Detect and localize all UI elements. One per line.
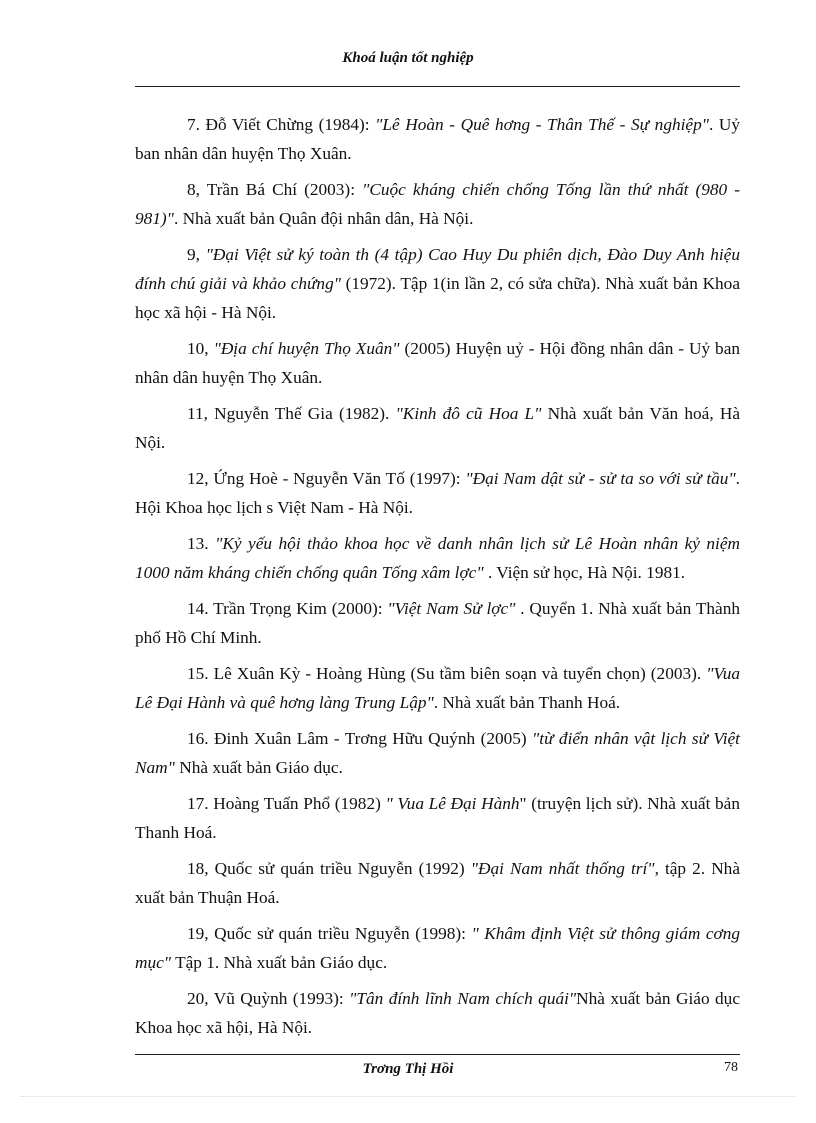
reference-author: 19, Quốc sử quán triều Nguyễn (1998): <box>187 924 472 943</box>
reference-item <box>135 659 740 717</box>
reference-item <box>135 175 740 233</box>
reference-publisher: Nhà xuất bản Giáo dục. <box>174 758 343 777</box>
reference-title: "Đại Việt sử ký toàn th (4 tập) Cao Huy Du phiên dịch, Đào Duy Anh hiệu đính chú giải và khảo chứng" <box>135 245 740 293</box>
reference-title: " Khâm định Việt sử thông giám cơng mục" <box>135 924 740 972</box>
reference-title: "Lê Hoàn - Quê hơng - Thân Thế - Sự nghiệp" <box>375 115 709 134</box>
reference-item <box>135 854 740 912</box>
reference-publisher: . Nhà xuất bản Quân đội nhân dân, Hà Nội. <box>173 209 474 228</box>
reference-title: "Tân đính lĩnh Nam chích quái" <box>349 989 577 1008</box>
reference-title: "Cuộc kháng chiến chống Tống lần thứ nhất (980 - 981)" <box>135 180 740 228</box>
reference-author: 17. Hoàng Tuấn Phổ (1982) <box>187 794 386 813</box>
footer-divider <box>135 1054 740 1055</box>
reference-title: " Vua Lê Đại Hành <box>385 794 520 813</box>
reference-title: "Địa chí huyện Thọ Xuân" <box>213 339 400 358</box>
reference-title: "Đại Nam dật sử - sử ta so với sử tầu" <box>465 469 736 488</box>
reference-publisher: (2005) Huyện uỷ - Hội đồng nhân dân - Uỷ ban nhân dân huyện Thọ Xuân. <box>135 339 741 387</box>
reference-author: 11, Nguyễn Thế Gia (1982). <box>187 404 396 423</box>
reference-publisher: Tập 1. Nhà xuất bản Giáo dục. <box>171 953 388 972</box>
reference-publisher: . Hội Khoa học lịch s Việt Nam - Hà Nội. <box>135 469 740 517</box>
reference-author: 18, Quốc sử quán triều Nguyễn (1992) <box>187 859 471 878</box>
reference-title: "từ điển nhân vật lịch sử Việt Nam" <box>135 729 740 777</box>
reference-author: 13. <box>187 534 216 553</box>
reference-publisher: " (truyện lịch sử). Nhà xuất bản Thanh Hoá. <box>135 794 740 842</box>
reference-publisher: (1972). Tập 1(in lần 2, có sửa chữa). Nhà xuất bản Khoa học xã hội - Hà Nội. <box>135 274 740 322</box>
reference-title: "Vua Lê Đại Hành và quê hơng làng Trung Lập" <box>135 664 740 712</box>
reference-author: 10, <box>187 339 214 358</box>
reference-author: 16. Đinh Xuân Lâm - Trơng Hữu Quýnh (2005) <box>187 729 533 748</box>
reference-author: 12, Ứng Hoè - Nguyễn Văn Tố (1997): <box>187 469 466 488</box>
reference-author: 7. Đỗ Viết Chừng (1984): <box>187 115 376 134</box>
reference-item <box>135 724 740 782</box>
reference-author: 9, <box>187 245 206 264</box>
reference-item <box>135 789 740 847</box>
reference-item <box>135 594 740 652</box>
reference-publisher: Nhà xuất bản Giáo dục Khoa học xã hội, Hà Nội. <box>135 989 740 1037</box>
reference-title: "Kỷ yếu hội thảo khoa học về danh nhân lịch sử Lê Hoàn nhân kỷ niệm 1000 năm kháng chiến chống quân Tống xâm lợc" <box>135 534 741 582</box>
reference-item <box>135 399 740 457</box>
reference-publisher: Nhà xuất bản Văn hoá, Hà Nội. <box>135 404 740 452</box>
reference-title: "Đại Nam nhất thống trí" <box>470 859 655 878</box>
reference-publisher: . Uỷ ban nhân dân huyện Thọ Xuân. <box>135 115 740 163</box>
reference-author: 15. Lê Xuân Kỳ - Hoàng Hùng (Su tầm biên soạn và tuyển chọn) (2003). <box>187 664 707 683</box>
reference-list <box>135 110 740 1049</box>
reference-publisher: . Nhà xuất bản Thanh Hoá. <box>433 693 621 712</box>
header-divider <box>135 86 740 87</box>
reference-author: 8, Trần Bá Chí (2003): <box>187 180 363 199</box>
reference-author: 20, Vũ Quỳnh (1993): <box>187 989 350 1008</box>
reference-publisher: . Quyển 1. Nhà xuất bản Thành phố Hồ Chí Minh. <box>135 599 740 647</box>
reference-item <box>135 984 740 1042</box>
reference-item <box>135 529 740 587</box>
reference-publisher: , tập 2. Nhà xuất bản Thuận Hoá. <box>135 859 740 907</box>
footer-author: Trơng Thị Hồi <box>362 1061 454 1077</box>
page-edge-dotted-line <box>20 1096 796 1097</box>
reference-title: "Kinh đô cũ Hoa L" <box>395 404 542 423</box>
reference-item <box>135 464 740 522</box>
reference-item <box>135 919 740 977</box>
reference-publisher: . Viện sử học, Hà Nội. 1981. <box>483 563 686 582</box>
reference-title: "Việt Nam Sử lợc" <box>387 599 516 618</box>
reference-item <box>135 334 740 392</box>
page-number: 78 <box>724 1060 738 1075</box>
page-header-title: Khoá luận tốt nghiệp <box>342 50 474 66</box>
reference-item <box>135 240 740 327</box>
reference-author: 14. Trần Trọng Kim (2000): <box>187 599 388 618</box>
reference-item <box>135 110 740 168</box>
